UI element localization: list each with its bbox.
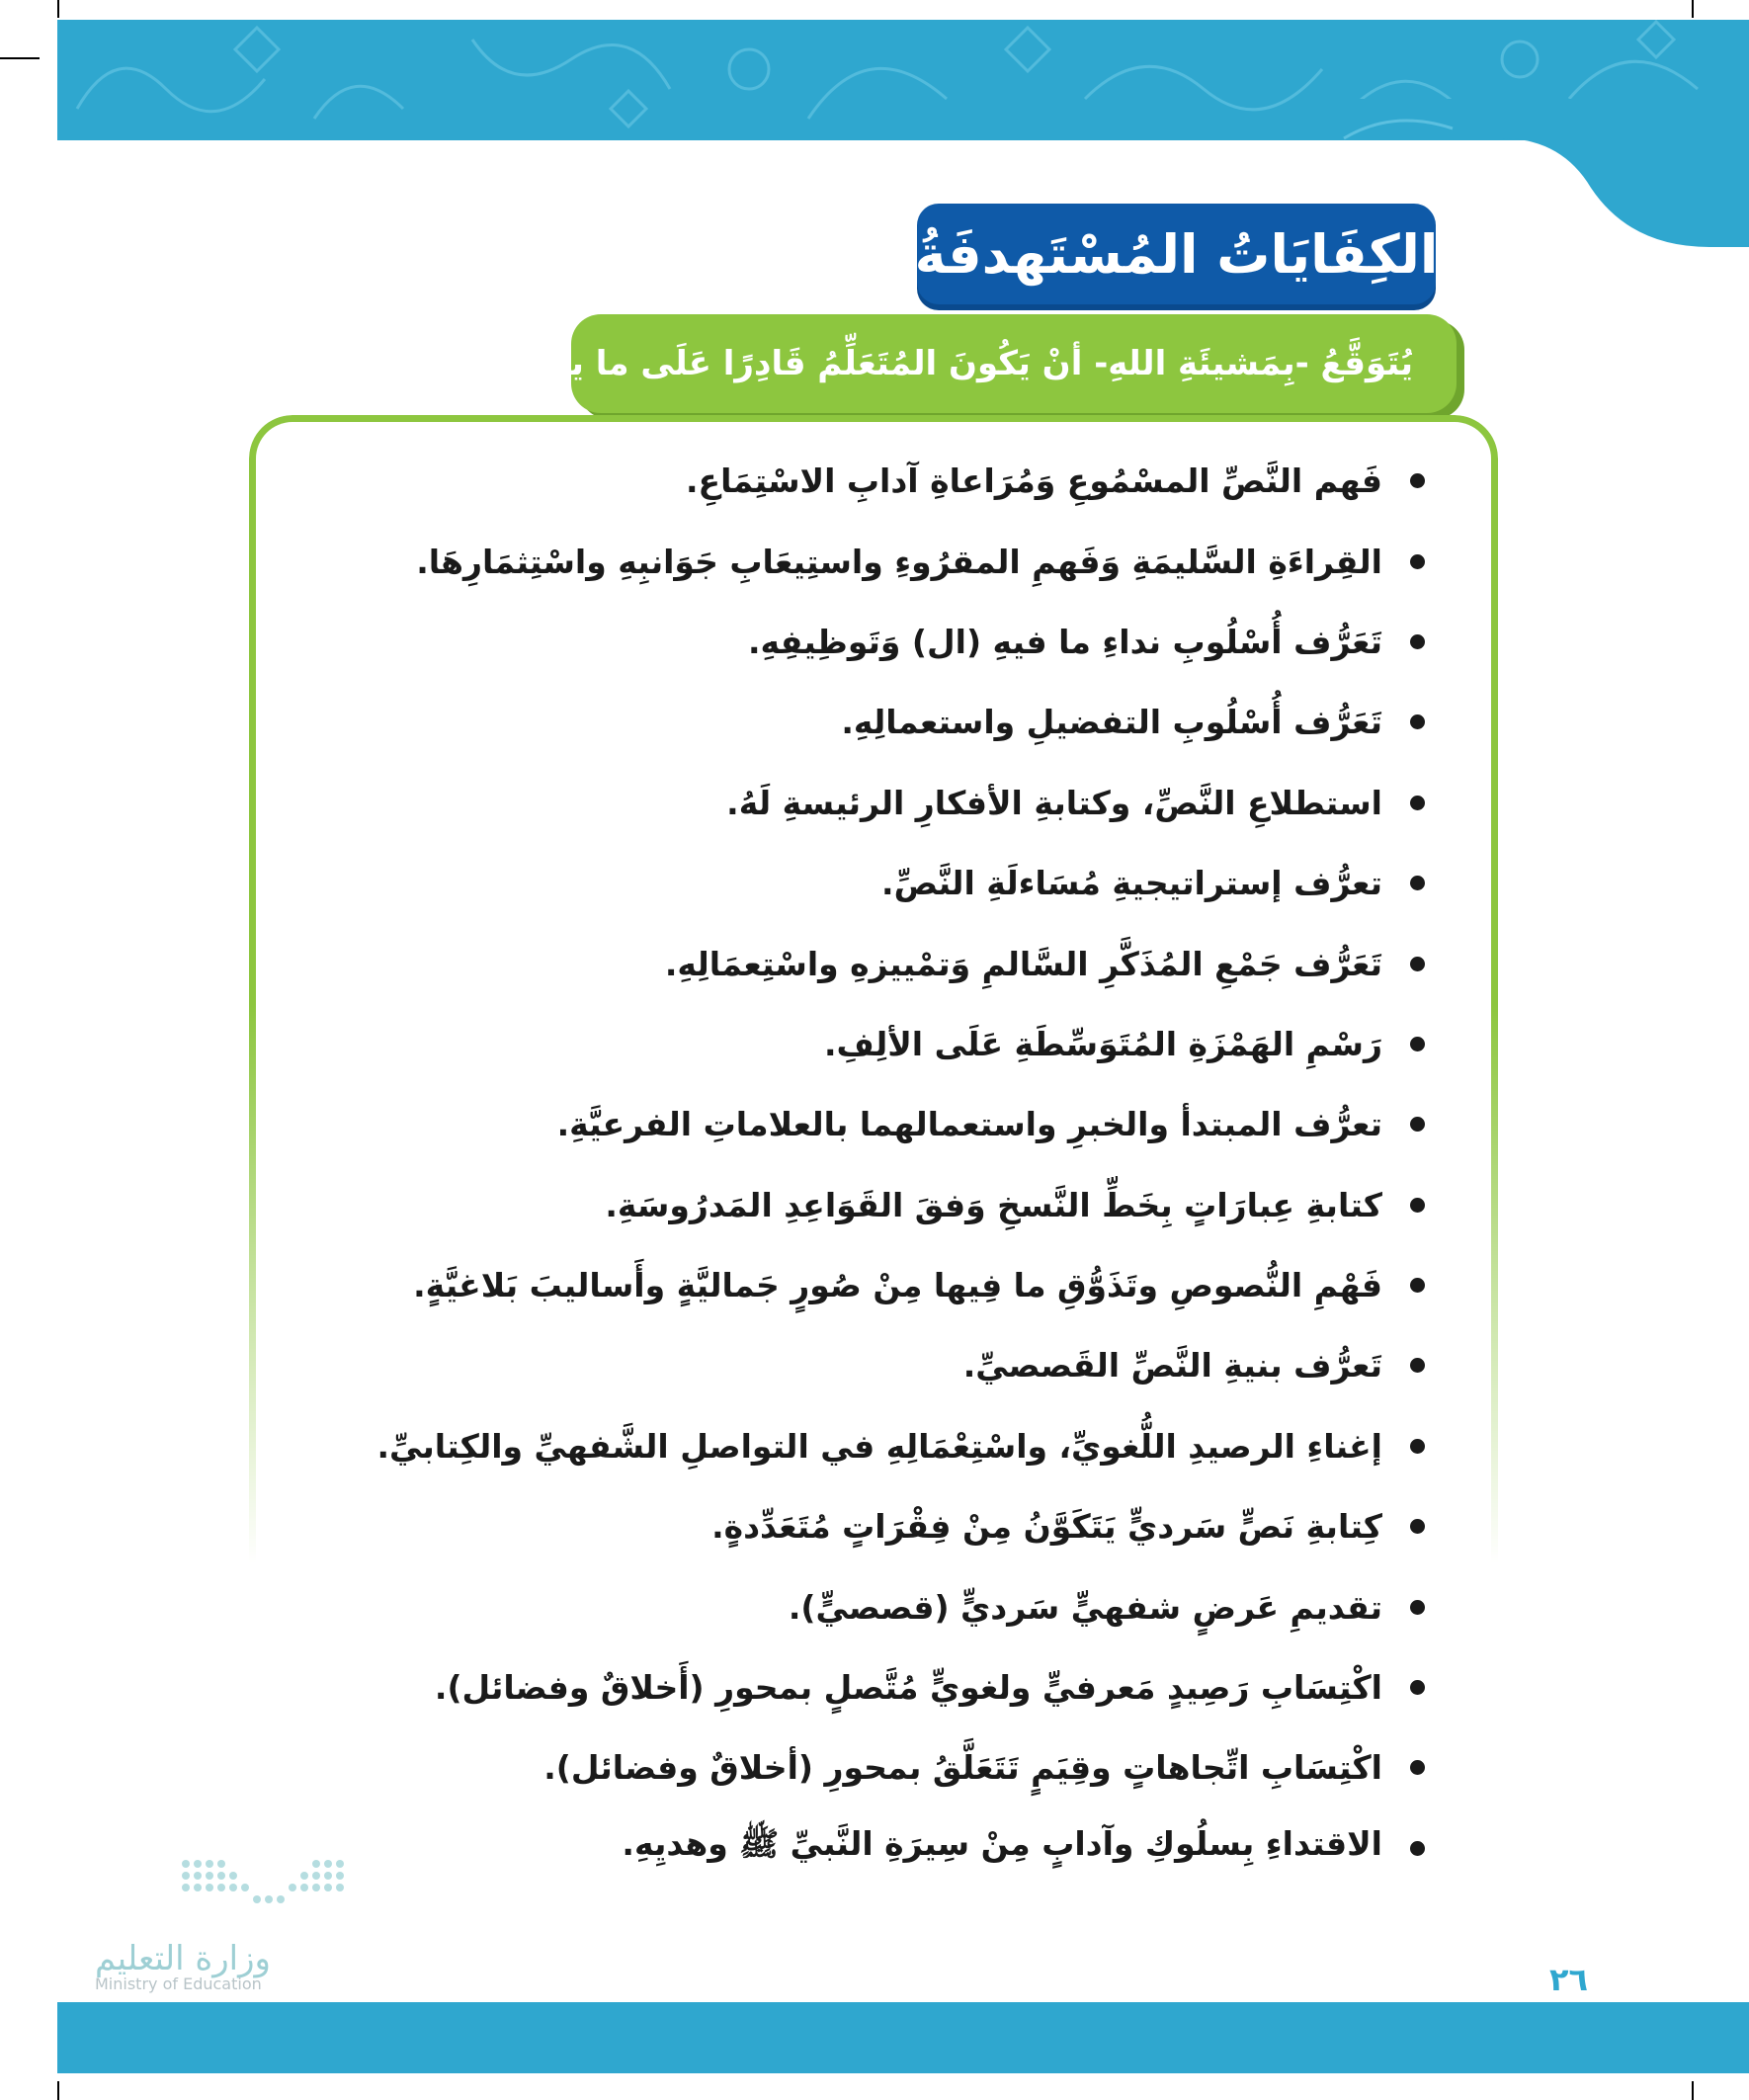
subtitle-text: يُتَوَقَّعُ -بِمَشيئَةِ اللهِ- أنْ يَكُونَ المُتَعَلِّمُ قَادِرًا عَلَى ما يأْتِي: (498, 344, 1413, 383)
list-item (338, 843, 1425, 923)
list-item (338, 1486, 1425, 1566)
list-item-text: تقديمِ عَرضٍ شفهيٍّ سَرديٍّ (قصصيٍّ). (788, 1587, 1382, 1627)
bullet-icon (1410, 714, 1425, 729)
list-item-text: استطلاعِ النَّصِّ، وكتابةِ الأفكارِ الرئيسةِ لَهُ. (726, 783, 1382, 822)
list-item (338, 1245, 1425, 1325)
list-item (338, 1165, 1425, 1245)
list-item (338, 602, 1425, 682)
list-item-text: إغناءِ الرصيدِ اللُّغويِّ، واسْتِعْمَالِهِ في التواصلِ الشَّفهيِّ والكِتابيِّ. (376, 1426, 1382, 1466)
bullet-icon (1410, 1439, 1425, 1454)
bullet-icon (1410, 1278, 1425, 1293)
bullet-icon (1410, 1841, 1425, 1856)
crop-mark-top-left-h (0, 57, 40, 59)
list-item-text: اكْتِسَابِ اتِّجاهاتٍ وقِيَمٍ تَتَعَلَّقُ بمحورِ (أخلاقٌ وفضائل). (543, 1748, 1382, 1788)
bullet-icon (1410, 1198, 1425, 1213)
list-item (338, 1566, 1425, 1646)
bullet-icon (1410, 1037, 1425, 1051)
list-item-text: تَعَرُّف أُسْلُوبِ نداءِ ما فيهِ (ال) وَتَوظِيفِهِ. (747, 622, 1382, 661)
list-item-text: فَهْمِ النُّصوصِ وتَذَوُّقِ ما فِيها مِنْ صُورٍ جَماليَّةٍ وأَساليبَ بَلاغيَّةٍ. (413, 1266, 1382, 1305)
competency-list (338, 441, 1425, 1889)
page-number: ٢٦ (1549, 1961, 1589, 1998)
list-item (338, 682, 1425, 762)
bullet-icon (1410, 1358, 1425, 1373)
list-item-text: الاقتداءِ بِسلُوكِ وآدابٍ مِنْ سِيرَةِ النَّبيِّ ﷺ وهديِهِ. (622, 1824, 1382, 1864)
section-title-box (914, 204, 1439, 304)
crop-mark-bottom-left-v (57, 2081, 59, 2100)
bullet-icon (1410, 554, 1425, 569)
bullet-icon (1410, 876, 1425, 890)
list-item (338, 1406, 1425, 1486)
list-item (338, 1727, 1425, 1807)
list-item (338, 923, 1425, 1003)
list-item-text: اكْتِسَابِ رَصِيدٍ مَعرفيٍّ ولغويٍّ مُتَّصلٍ بمحورِ (أَخلاقٌ وفضائل). (434, 1668, 1382, 1708)
list-item-text: القِراءَةِ السَّليمَةِ وَفَهمِ المقرُوءِ واستِيعَابِ جَوَانبِهِ واسْتِثمَارِهَا. (416, 542, 1382, 581)
list-item (338, 441, 1425, 521)
list-item-text: تعرُّف إستراتيجيةِ مُسَاءلَةِ النَّصِّ. (881, 864, 1382, 903)
bullet-icon (1410, 957, 1425, 971)
bullet-icon (1410, 473, 1425, 488)
list-item-text: كِتابةِ نَصٍّ سَرديٍّ يَتَكَوَّنُ مِنْ فِقْرَاتٍ مُتَعَدِّدةٍ. (711, 1507, 1382, 1547)
list-item (338, 1325, 1425, 1405)
list-item-text: تَعَرُّف أُسْلُوبِ التفضيلِ واستعمالِهِ. (841, 703, 1382, 742)
crop-mark-bottom-right-v (1692, 2081, 1694, 2100)
list-item-text: كتابةِ عِبارَاتٍ بِخَطِّ النَّسخِ وَفقَ القَوَاعِدِ المَدرُوسَةِ. (605, 1185, 1382, 1224)
logo-dots-icon (180, 1854, 358, 1933)
bullet-icon (1410, 1680, 1425, 1695)
list-item-text: تعرُّف المبتدأ والخبرِ واستعمالهما بالعلاماتِ الفرعيَّةِ. (556, 1105, 1382, 1144)
bullet-icon (1410, 796, 1425, 810)
bottom-bar (57, 2002, 1749, 2073)
list-item-text: رَسْمِ الهَمْزَةِ المُتَوَسِّطَةِ عَلَى الألِفِ. (823, 1024, 1382, 1063)
bullet-icon (1410, 1117, 1425, 1132)
crop-mark-top-right-v (1692, 0, 1694, 18)
bullet-icon (1410, 634, 1425, 649)
list-item (338, 1084, 1425, 1164)
subtitle-bar (498, 314, 1457, 413)
list-item (338, 1808, 1425, 1889)
list-item-text: تَعَرُّف جَمْعِ المُذَكَّرِ السَّالمِ وَتمْييزهِ واسْتِعمَالِهِ. (664, 944, 1382, 983)
list-item (338, 521, 1425, 601)
crop-mark-top-left-v (57, 0, 59, 18)
logo-arabic-text: وزارة التعليم (95, 1939, 271, 1978)
section-title: الكِفَايَاتُ المُسْتَهدفَةُ (914, 222, 1439, 286)
bullet-icon (1410, 1519, 1425, 1534)
list-item (338, 763, 1425, 843)
logo-english-text: Ministry of Education (95, 1974, 262, 1993)
list-item-text: فَهم النَّصِّ المسْمُوعِ وَمُرَاعاةِ آدابِ الاسْتِمَاعِ. (686, 462, 1382, 501)
list-item (338, 1647, 1425, 1727)
list-item (338, 1004, 1425, 1084)
ministry-logo (95, 1854, 372, 2022)
bullet-icon (1410, 1760, 1425, 1775)
bullet-icon (1410, 1600, 1425, 1615)
list-item-text: تَعرُّف بنيةِ النَّصِّ القَصصيِّ. (962, 1346, 1382, 1386)
